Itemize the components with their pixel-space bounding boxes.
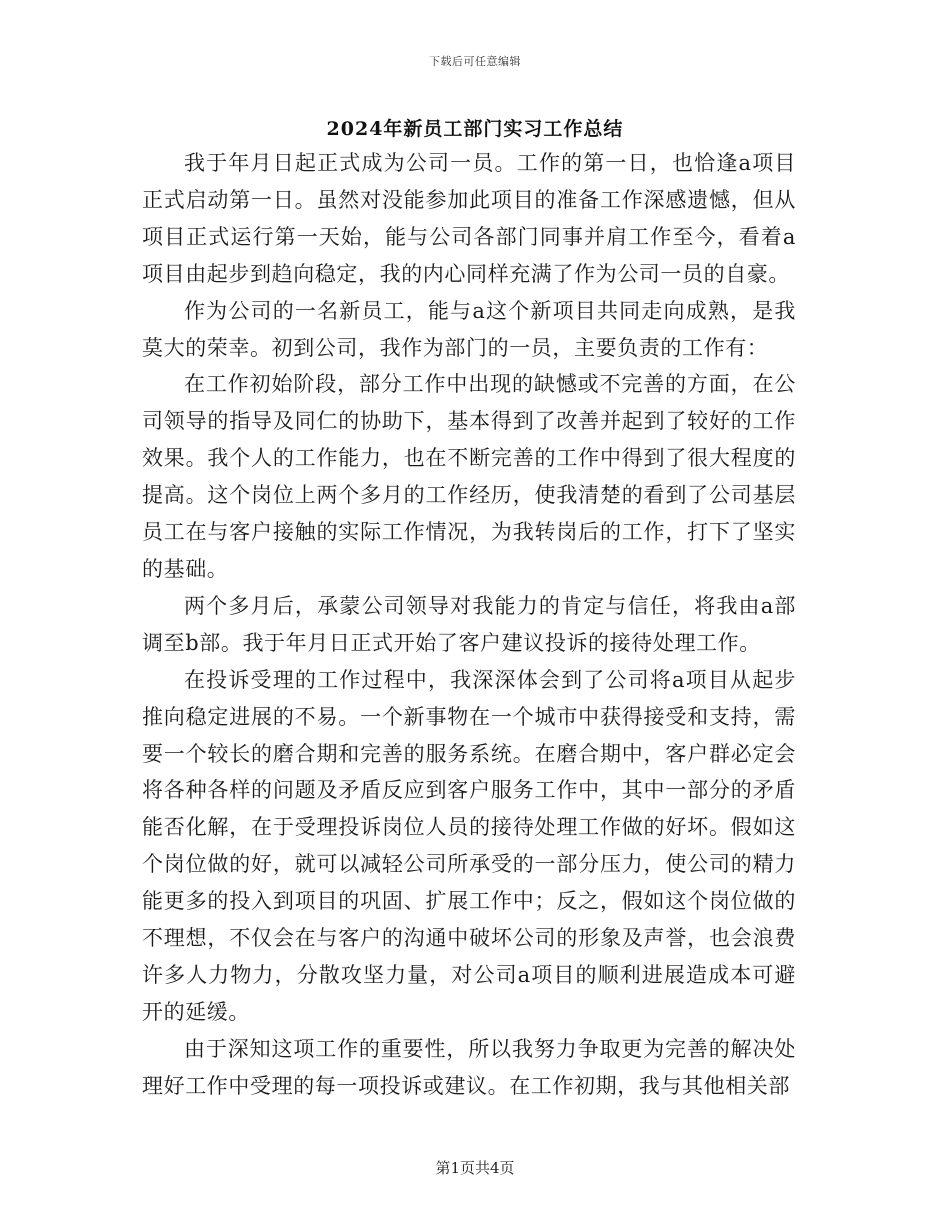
paragraph: 在工作初始阶段，部分工作中出现的缺憾或不完善的方面，在公司领导的指导及同仁的协助下，基本得到了改善并起到了较好的工作效果。我个人的工作能力，也在不断完善的工作中得到了很大程度的提高。这个岗位上两个多月的工作经历，使我清楚的看到了公司基层员工在与客户接触的实际工作情况，为我转岗后的工作，打下了坚实的基础。 bbox=[142, 372, 796, 581]
document-body bbox=[142, 145, 796, 1105]
paragraph: 在投诉受理的工作过程中，我深深体会到了公司将a项目从起步推向稳定进展的不易。一个新事物在一个城市中获得接受和支持，需要一个较长的磨合期和完善的服务系统。在磨合期中，客户群必定会将各种各样的问题及矛盾反应到客户服务工作中，其中一部分的矛盾能否化解，在于受理投诉岗位人员的接待处理工作做的好坏。假如这个岗位做的好，就可以减轻公司所承受的一部分压力，使公司的精力能更多的投入到项目的巩固、扩展工作中；反之，假如这个岗位做的不理想，不仅会在与客户的沟通中破坏公司的形象及声誉，也会浪费许多人力物力，分散攻坚力量，对公司a项目的顺利进展造成本可避开的延缓。 bbox=[142, 667, 796, 1024]
page-number-footer: 第1页共4页 bbox=[435, 1159, 515, 1177]
paragraph: 由于深知这项工作的重要性，所以我努力争取更为完善的解决处理好工作中受理的每一项投诉或建议。在工作初期，我与其他相关部 bbox=[142, 1036, 796, 1098]
page-header-note: 下载后可任意编辑 bbox=[429, 55, 521, 68]
paragraph: 作为公司的一名新员工，能与a这个新项目共同走向成熟，是我莫大的荣幸。初到公司，我作为部门的一员，主要负责的工作有： bbox=[142, 298, 796, 360]
document-title: 2024年新员工部门实习工作总结 bbox=[326, 118, 624, 140]
paragraph: 两个多月后，承蒙公司领导对我能力的肯定与信任，将我由a部调至b部。我于年月日正式开始了客户建议投诉的接待处理工作。 bbox=[142, 593, 796, 655]
paragraph: 我于年月日起正式成为公司一员。工作的第一日，也恰逢a项目正式启动第一日。虽然对没能参加此项目的准备工作深感遗憾，但从项目正式运行第一天始，能与公司各部门同事并肩工作至今，看着a项目由起步到趋向稳定，我的内心同样充满了作为公司一员的自豪。 bbox=[142, 151, 796, 286]
